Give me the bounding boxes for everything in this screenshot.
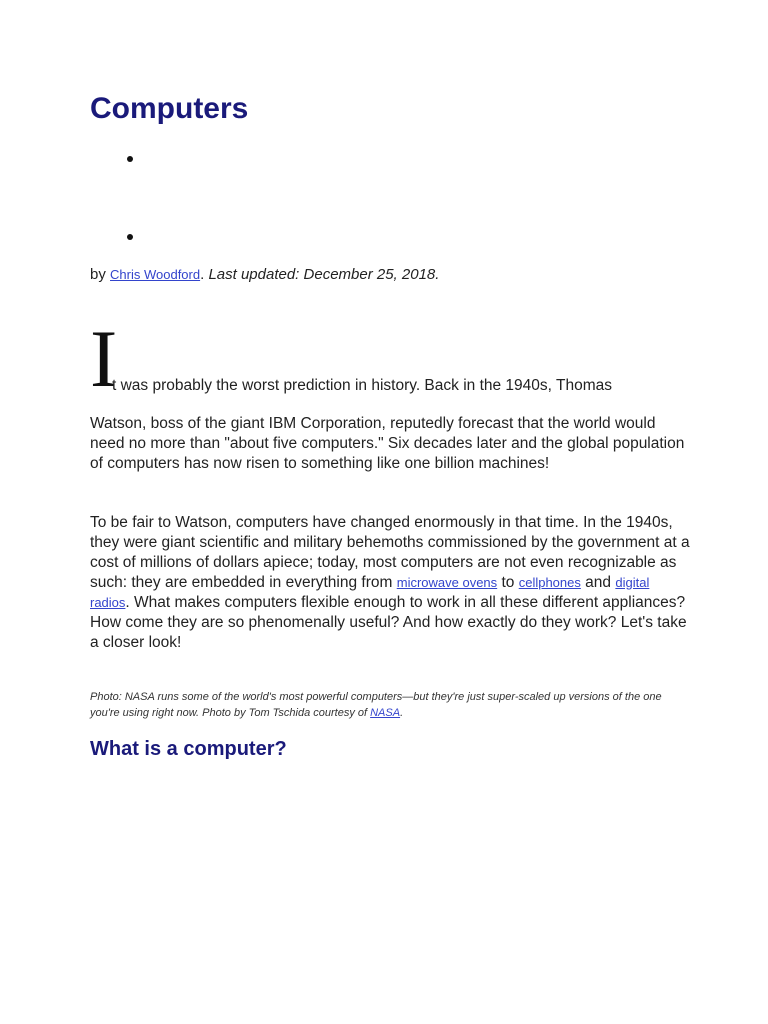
drop-cap: I	[90, 313, 118, 404]
intro-paragraph: Watson, boss of the giant IBM Corporation, reputedly forecast that the world would need no more than "about five computers." Six decades later and the global population of computers has now risen to something like one billion machines!	[90, 415, 685, 472]
microwave-ovens-link[interactable]: microwave ovens	[396, 575, 498, 590]
last-updated: Last updated: December 25, 2018.	[208, 266, 440, 283]
para2-text-before: To be fair to Watson, computers have changed enormously in that time. In the 1940s, they were giant scientific and military behemoths commissioned by the government at a cost of millions of dollars apiece; today, most computers are not even recognizable as such: they are embedded in everything from	[90, 514, 690, 591]
cellphones-link[interactable]: cellphones	[518, 575, 581, 590]
para2-text-mid1: to	[497, 574, 519, 591]
intro-first-line-text: t was probably the worst prediction in history. Back in the 1940s, Thomas	[112, 377, 612, 394]
author-link[interactable]: Chris Woodford	[110, 267, 201, 282]
nasa-link[interactable]: NASA	[370, 707, 401, 719]
caption-end: .	[400, 707, 404, 719]
digital-radios-link[interactable]: digital radios	[90, 575, 650, 610]
byline-separator: .	[200, 266, 209, 283]
bullet-icon	[127, 156, 133, 162]
para2-text-after: . What makes computers flexible enough to work in all these different appliances? How come they are so phenomenally useful? And how exactly do they work? Let's take a closer look!	[90, 594, 687, 651]
caption-text: Photo: NASA runs some of the world's most powerful computers—but they're just super-scaled up versions of the one you're using right now. Photo by Tom Tschida courtesy of	[90, 691, 662, 719]
byline-prefix: by	[90, 266, 111, 283]
para2-text-mid2: and	[580, 574, 616, 591]
second-paragraph	[90, 513, 690, 653]
byline	[90, 265, 439, 285]
section-heading: What is a computer?	[90, 738, 287, 760]
bullet-icon	[127, 234, 133, 240]
photo-caption	[90, 689, 680, 721]
page-title: Computers	[90, 92, 249, 125]
